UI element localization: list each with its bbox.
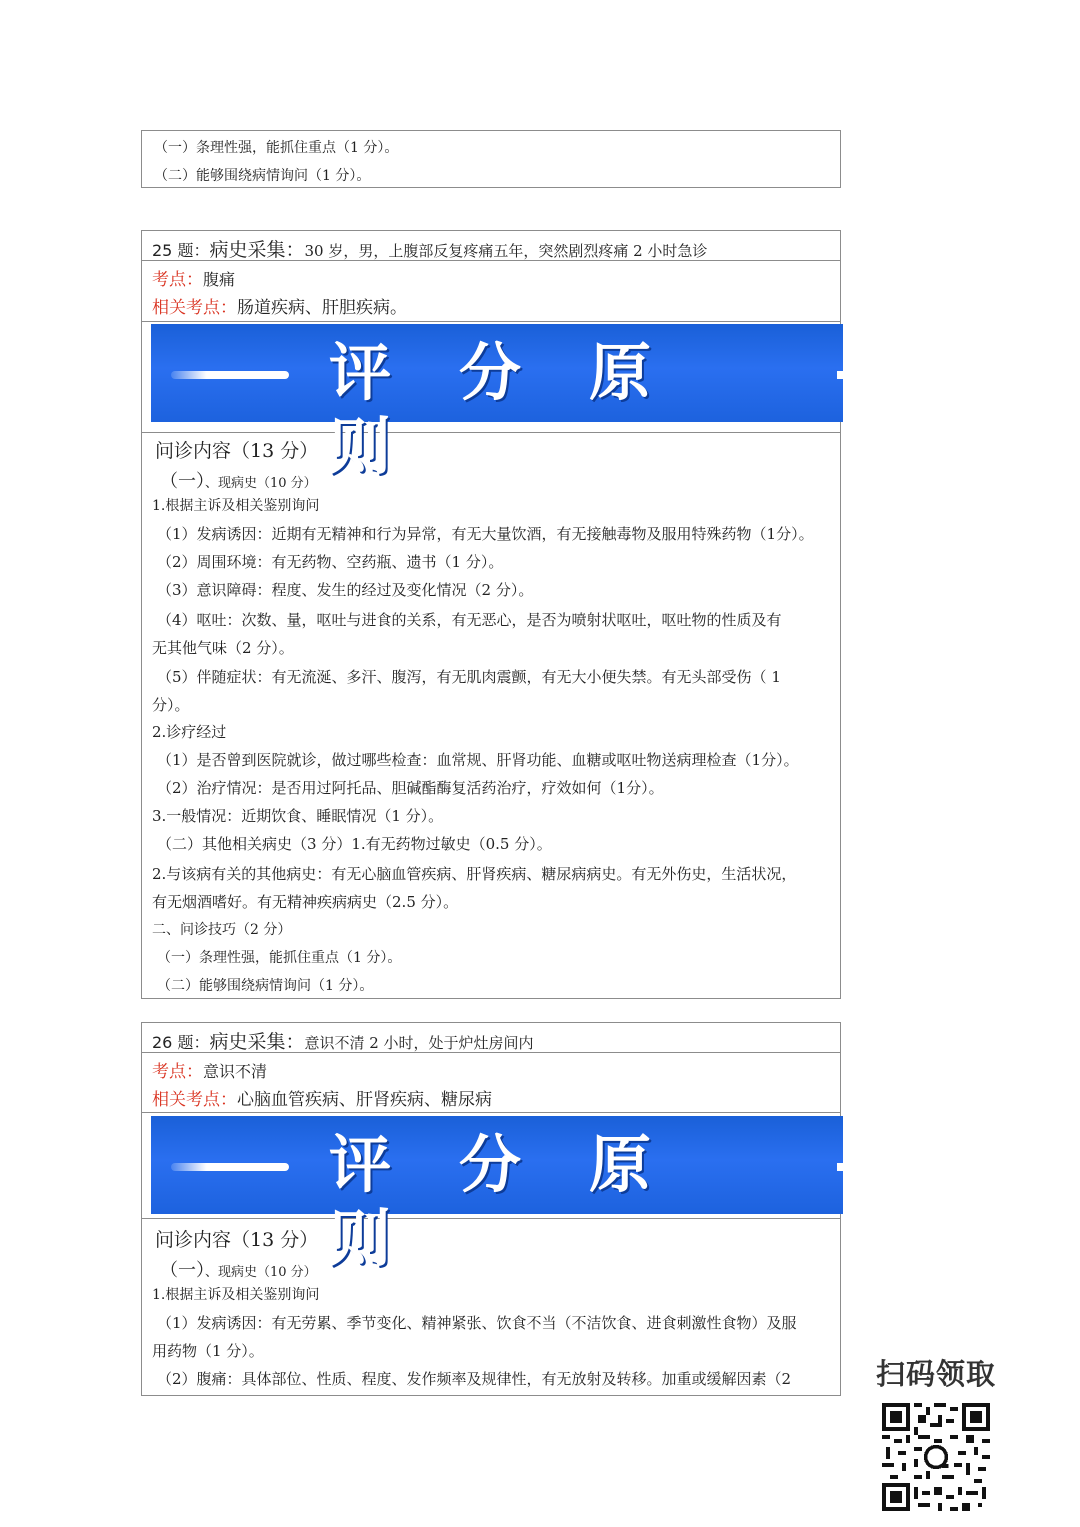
text-line: （二）能够围绕病情询问（1 分）。 [154, 168, 371, 184]
qr-code-icon[interactable] [882, 1403, 990, 1511]
related-line [152, 1085, 492, 1110]
kaodian-value: 腹痛 [203, 270, 236, 289]
text-line: （3）意识障碍：程度、发生的经过及变化情况（2 分）。 [157, 581, 534, 599]
text-line: 二、问诊技巧（2 分） [152, 922, 292, 938]
kaodian-line [152, 1057, 267, 1082]
text-line: 3.一般情况：近期饮食、睡眠情况（1 分）。 [152, 807, 444, 825]
text-line: （2）周围环境：有无药物、空药瓶、遗书（1 分）。 [157, 553, 504, 571]
question-number: 26 题： [152, 1033, 210, 1052]
question-25-content [142, 433, 840, 998]
related-value: 心脑血管疾病、肝肾疾病、糖尿病 [237, 1090, 492, 1110]
text-line: 无其他气味（2 分）。 [152, 639, 294, 657]
banner-dash-left [171, 371, 289, 379]
question-text: 意识不清 2 小时，处于炉灶房间内 [304, 1034, 534, 1052]
banner-title: 评分原则 [329, 1128, 720, 1275]
section-subheading: （一）、现病史（10 分） [160, 471, 317, 492]
text-line: 2.诊疗经过 [152, 723, 227, 741]
text-line: （一）条理性强，能抓住重点（1 分）。 [157, 950, 402, 966]
question-label: 病史采集： [209, 1031, 305, 1053]
text-line: 分）。 [152, 696, 190, 714]
question-25-box [141, 230, 841, 999]
banner-dash-right [837, 1163, 847, 1171]
kaodian-line [152, 265, 235, 290]
question-26-kaodian-row [142, 1053, 840, 1113]
question-25-title-row [142, 231, 840, 261]
text-line: （一）条理性强，能抓住重点（1 分）。 [154, 140, 399, 156]
text-line: 有无烟酒嗜好。有无精神疾病病史（2.5 分）。 [152, 893, 459, 911]
banner-dash-left [171, 1163, 289, 1171]
related-label: 相关考点： [152, 1090, 237, 1110]
question-25-title [152, 235, 707, 262]
related-line [152, 293, 407, 318]
text-line: （1）发病诱因：有无劳累、季节变化、精神紧张、饮食不当（不洁饮食、进食刺激性食物）及服 [157, 1314, 797, 1332]
question-26-box [141, 1022, 841, 1396]
text-line: （2）腹痛：具体部位、性质、程度、发作频率及规律性，有无放射及转移。加重或缓解因素（2 [157, 1370, 792, 1388]
related-label: 相关考点： [152, 298, 237, 318]
question-26-title-row [142, 1023, 840, 1053]
kaodian-value: 意识不清 [203, 1062, 268, 1081]
text-line: （二）能够围绕病情询问（1 分）。 [157, 978, 374, 994]
question-26-title [152, 1027, 534, 1054]
question-text: 30 岁，男，上腹部反复疼痛五年，突然剧烈疼痛 2 小时急诊 [304, 242, 708, 260]
question-number: 25 题： [152, 241, 210, 260]
text-line: 1.根据主诉及相关鉴别询问 [152, 498, 320, 514]
text-line: （二）其他相关病史（3 分）1.有无药物过敏史（0.5 分）。 [157, 835, 552, 853]
banner-title: 评分原则 [329, 336, 720, 483]
text-line: 1.根据主诉及相关鉴别询问 [152, 1287, 320, 1303]
related-value: 肠道疾病、肝胆疾病。 [237, 298, 407, 318]
text-line: （1）是否曾到医院就诊，做过哪些检查：血常规、肝肾功能、血糖或呕吐物送病理检查（1分）。 [157, 751, 799, 769]
box-top-fragment [141, 130, 841, 188]
text-line: （5）伴随症状：有无流涎、多汗、腹泻，有无肌肉震颤，有无大小便失禁。有无头部受伤（ 1 [157, 668, 781, 686]
text-line: （4）呕吐：次数、量，呕吐与进食的关系，有无恶心，是否为喷射状呕吐，呕吐物的性质及有 [157, 611, 782, 629]
text-line: （1）发病诱因：近期有无精神和行为异常，有无大量饮酒，有无接触毒物及服用特殊药物（1分）。 [157, 525, 814, 543]
text-line: （2）治疗情况：是否用过阿托品、胆碱酯酶复活药治疗，疗效如何（1分）。 [157, 779, 664, 797]
text-line: 用药物（1 分）。 [152, 1342, 264, 1360]
question-26-content [142, 1219, 840, 1395]
banner-dash-right [837, 371, 847, 379]
kaodian-label: 考点： [152, 270, 203, 290]
question-25-kaodian-row [142, 261, 840, 322]
kaodian-label: 考点： [152, 1062, 203, 1082]
section-heading: 问诊内容（13 分） [155, 440, 319, 462]
section-subheading: （一）、现病史（10 分） [160, 1260, 317, 1281]
section-heading: 问诊内容（13 分） [155, 1229, 319, 1251]
text-line: 2.与该病有关的其他病史：有无心脑血管疾病、肝肾疾病、糖尿病病史。有无外伤史，生活状况， [152, 865, 797, 883]
question-label: 病史采集： [209, 239, 305, 261]
qr-label: 扫码领取 [876, 1357, 997, 1391]
